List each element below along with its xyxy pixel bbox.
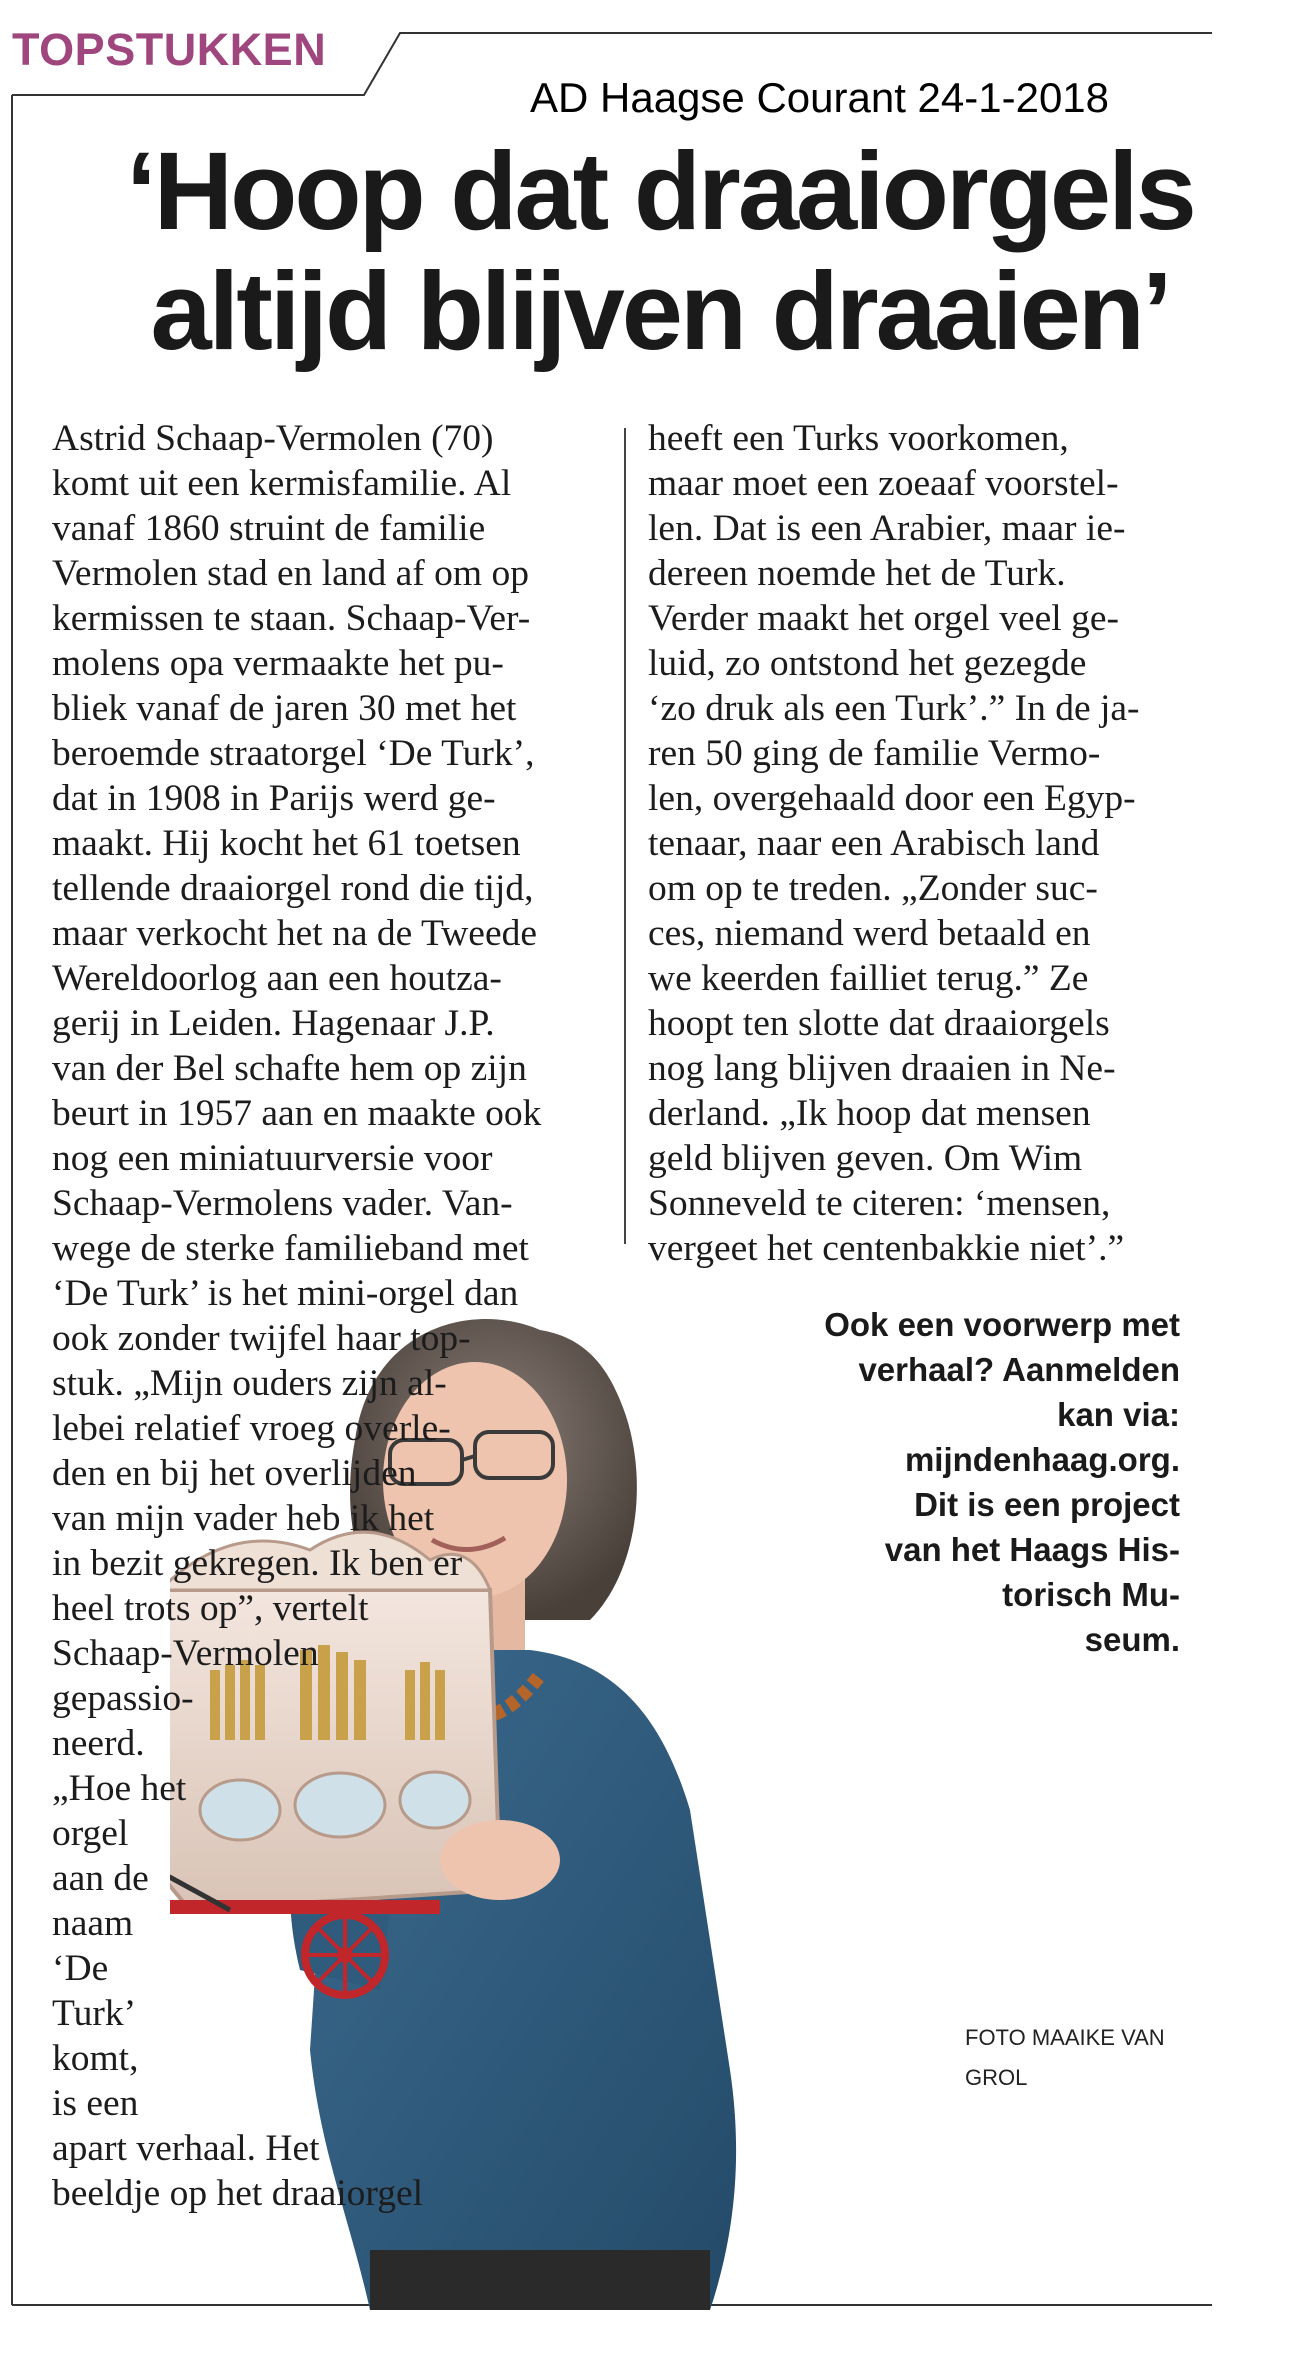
article-text-line: derland. „Ik hoop dat mensen: [648, 1093, 1091, 1134]
headline-line: altijd blijven draaien’: [150, 250, 1170, 373]
article-text-line: nog lang blijven draaien in Ne-: [648, 1048, 1116, 1089]
article-text-line: maar moet een zoeaaf voorstel-: [648, 463, 1119, 504]
article-text-line: beeldje op het draaiorgel: [52, 2173, 424, 2214]
article-text-line: lebei relatief vroeg overle-: [52, 1408, 451, 1449]
article-text-line: in bezit gekregen. Ik ben er: [52, 1543, 463, 1584]
article-text-line: geld blijven geven. Om Wim: [648, 1138, 1083, 1179]
callout-line: mijndenhaag.org.: [904, 1441, 1180, 1478]
article-text-line: molens opa vermaakte het pu-: [52, 643, 504, 684]
callout-line: van het Haags His-: [884, 1531, 1180, 1568]
article-text-line: gepassio-: [52, 1678, 194, 1719]
article-text-line: ook zonder twijfel haar top-: [52, 1318, 471, 1359]
article-text-line: beurt in 1957 aan en maakte ook: [52, 1093, 542, 1134]
callout-box: [740, 1302, 1180, 1662]
article-text-line: gerij in Leiden. Hagenaar J.P.: [52, 1003, 495, 1044]
article-text-line: stuk. „Mijn ouders zijn al-: [52, 1363, 447, 1404]
article-text-line: vergeet het centenbakkie niet’.”: [648, 1228, 1125, 1269]
article-text-line: kermissen te staan. Schaap-Ver-: [52, 598, 531, 639]
article-text-line: Sonneveld te citeren: ‘mensen,: [648, 1183, 1111, 1224]
article-text-line: heel trots op”, vertelt: [52, 1588, 369, 1629]
source-line: AD Haagse Courant 24-1-2018: [530, 74, 1110, 121]
article-text-line: ren 50 ging de familie Vermo-: [648, 733, 1101, 774]
callout-line: Ook een voorwerp met: [824, 1306, 1180, 1343]
callout-line: kan via:: [1057, 1396, 1180, 1433]
headline-line: ‘Hoop dat draaiorgels: [126, 130, 1194, 253]
callout-line: verhaal? Aanmelden: [858, 1351, 1180, 1388]
article-text-line: bliek vanaf de jaren 30 met het: [52, 688, 517, 729]
article-text-line: om op te treden. „Zonder suc-: [648, 868, 1098, 909]
article-text-line: apart verhaal. Het: [52, 2128, 320, 2169]
article-text-line: luid, zo ontstond het gezegde: [648, 643, 1087, 684]
article-text-line: komt,: [52, 2038, 139, 2079]
article-text-line: van der Bel schafte hem op zijn: [52, 1048, 527, 1089]
column-rule: [624, 428, 626, 1244]
article-text-line: Verder maakt het orgel veel ge-: [648, 598, 1119, 639]
article-text-line: ‘De Turk’ is het mini-orgel dan: [52, 1273, 519, 1314]
article-text-line: ‘De: [52, 1948, 109, 1989]
article-column-1-bottom: [52, 1271, 612, 2216]
credit-line: FOTO MAAIKE VAN: [965, 2025, 1165, 2050]
article-text-line: „Hoe het: [52, 1768, 187, 1809]
article-text-line: is een: [52, 2083, 139, 2124]
article-text-line: maakt. Hij kocht het 61 toetsen: [52, 823, 521, 864]
article-text-line: maar verkocht het na de Tweede: [52, 913, 537, 954]
article-text-line: van mijn vader heb ik het: [52, 1498, 435, 1539]
callout-line: seum.: [1084, 1621, 1180, 1658]
article-text-line: Schaap-Vermolen: [52, 1633, 319, 1674]
article-text-line: nog een miniatuurversie voor: [52, 1138, 493, 1179]
article-text-line: wege de sterke familieband met: [52, 1228, 529, 1269]
article-text-line: dereen noemde het de Turk.: [648, 553, 1066, 594]
article-text-line: aan de: [52, 1858, 149, 1899]
credit-line: GROL: [965, 2065, 1028, 2090]
article-text-line: dat in 1908 in Parijs werd ge-: [52, 778, 496, 819]
article-text-line: tellende draaiorgel rond die tijd,: [52, 868, 534, 909]
article-text-line: vanaf 1860 struint de familie: [52, 508, 486, 549]
article-text-line: Vermolen stad en land af om op: [52, 553, 529, 594]
article-text-line: ces, niemand werd betaald en: [648, 913, 1091, 954]
article-text-line: len, overgehaald door een Egyp-: [648, 778, 1136, 819]
article-text-line: orgel: [52, 1813, 129, 1854]
callout-line: torisch Mu-: [1002, 1576, 1180, 1613]
article-text-line: Schaap-Vermolens vader. Van-: [52, 1183, 513, 1224]
article-text-line: ‘zo druk als een Turk’.” In de ja-: [648, 688, 1140, 729]
article-text-line: tenaar, naar een Arabisch land: [648, 823, 1100, 864]
section-label: TOPSTUKKEN: [12, 24, 327, 75]
article-text-line: naam: [52, 1903, 134, 1944]
article-text-line: len. Dat is een Arabier, maar ie-: [648, 508, 1126, 549]
article-text-line: beroemde straatorgel ‘De Turk’,: [52, 733, 535, 774]
callout-line: Dit is een project: [914, 1486, 1180, 1523]
article-text-line: Turk’: [52, 1993, 137, 2034]
article-text-line: neerd.: [52, 1723, 145, 1764]
photo-credit: [965, 2018, 1195, 2098]
article-column-2: [648, 416, 1208, 1271]
article-text-line: den en bij het overlijden: [52, 1453, 417, 1494]
article-text-line: Wereldoorlog aan een houtza-: [52, 958, 502, 999]
article-text-line: hoopt ten slotte dat draaiorgels: [648, 1003, 1110, 1044]
article-text-line: heeft een Turks voorkomen,: [648, 418, 1069, 459]
headline: [30, 132, 1290, 372]
article-text-line: komt uit een kermisfamilie. Al: [52, 463, 512, 504]
article-column-1-top: [52, 416, 612, 1271]
article-text-line: Astrid Schaap-Vermolen (70): [52, 418, 494, 459]
article-text-line: we keerden failliet terug.” Ze: [648, 958, 1089, 999]
